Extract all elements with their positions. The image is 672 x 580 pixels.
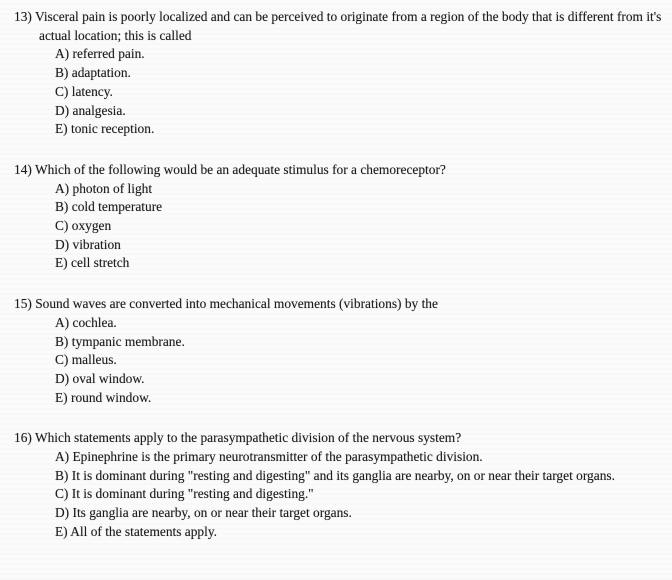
option-item bbox=[55, 83, 662, 102]
option-letter: B) bbox=[55, 467, 69, 483]
option-letter: D) bbox=[55, 370, 70, 386]
question-text: Visceral pain is poorly localized and can be perceived to originate from a region of the body that is different from it's actual location; this is called bbox=[34, 9, 662, 43]
option-item bbox=[55, 64, 662, 83]
option-text: referred pain. bbox=[72, 46, 145, 62]
question-text: Sound waves are converted into mechanical movements (vibrations) by the bbox=[35, 296, 438, 312]
option-letter: B) bbox=[55, 333, 69, 349]
option-item bbox=[55, 333, 662, 352]
options-list bbox=[14, 180, 662, 274]
option-letter: E) bbox=[55, 389, 68, 405]
question-text: Which statements apply to the parasympathetic division of the nervous system? bbox=[34, 430, 462, 446]
option-text: Its ganglia are nearby, on or near their target organs. bbox=[72, 505, 352, 521]
option-letter: A) bbox=[55, 449, 70, 465]
option-letter: C) bbox=[55, 486, 69, 502]
option-item bbox=[55, 467, 662, 486]
question-line bbox=[14, 161, 662, 180]
option-item bbox=[55, 448, 662, 467]
option-letter: E) bbox=[55, 255, 68, 271]
option-text: malleus. bbox=[71, 352, 117, 368]
option-text: round window. bbox=[71, 389, 152, 405]
option-letter: C) bbox=[55, 218, 69, 234]
option-text: oval window. bbox=[72, 370, 145, 386]
option-text: tonic reception. bbox=[71, 121, 155, 137]
option-letter: C) bbox=[55, 83, 69, 99]
option-text: latency. bbox=[71, 83, 113, 99]
option-item bbox=[55, 485, 662, 504]
question-block bbox=[14, 161, 662, 273]
option-item bbox=[55, 504, 662, 523]
option-letter: C) bbox=[55, 352, 69, 368]
option-item bbox=[55, 351, 662, 370]
question-number: 16) bbox=[14, 430, 32, 446]
question-line bbox=[14, 8, 662, 45]
option-text: vibration bbox=[72, 236, 121, 252]
question-block bbox=[14, 429, 662, 541]
option-letter: A) bbox=[55, 46, 70, 62]
option-text: adaptation. bbox=[71, 65, 131, 81]
option-item bbox=[55, 45, 662, 64]
option-letter: D) bbox=[55, 505, 70, 521]
option-letter: E) bbox=[55, 523, 68, 539]
option-letter: D) bbox=[55, 102, 70, 118]
option-text: cell stretch bbox=[71, 255, 130, 271]
option-item bbox=[55, 314, 662, 333]
question-line bbox=[14, 295, 662, 314]
option-text: tympanic membrane. bbox=[71, 333, 185, 349]
options-list bbox=[14, 448, 662, 542]
questions-container bbox=[14, 8, 662, 542]
option-text: All of the statements apply. bbox=[70, 523, 218, 539]
option-text: It is dominant during "resting and digesting" and its ganglia are nearby, on or near their target organs. bbox=[71, 467, 615, 483]
option-text: It is dominant during "resting and digesting." bbox=[71, 486, 314, 502]
option-item bbox=[55, 102, 662, 121]
question-block bbox=[14, 295, 662, 407]
option-text: oxygen bbox=[71, 218, 112, 234]
question-number: 13) bbox=[14, 9, 32, 24]
question-block bbox=[14, 8, 662, 139]
option-letter: B) bbox=[55, 65, 69, 81]
options-list bbox=[14, 314, 662, 408]
option-item bbox=[55, 198, 662, 217]
option-item bbox=[55, 236, 662, 255]
option-text: cochlea. bbox=[72, 314, 117, 330]
option-letter: A) bbox=[55, 180, 70, 196]
option-item bbox=[55, 217, 662, 236]
option-text: Epinephrine is the primary neurotransmitter of the parasympathetic division. bbox=[72, 449, 483, 465]
option-item bbox=[55, 180, 662, 199]
option-letter: D) bbox=[55, 236, 70, 252]
option-item bbox=[55, 370, 662, 389]
option-item bbox=[55, 523, 662, 542]
question-number: 15) bbox=[14, 296, 32, 312]
question-text: Which of the following would be an adequate stimulus for a chemoreceptor? bbox=[34, 161, 446, 177]
option-item bbox=[55, 389, 662, 408]
option-letter: A) bbox=[55, 314, 70, 330]
option-text: analgesia. bbox=[72, 102, 126, 118]
option-text: cold temperature bbox=[71, 199, 163, 215]
option-item bbox=[55, 254, 662, 273]
option-letter: E) bbox=[55, 121, 68, 137]
option-item bbox=[55, 120, 662, 139]
question-line bbox=[14, 429, 662, 448]
option-text: photon of light bbox=[72, 180, 153, 196]
question-number: 14) bbox=[14, 161, 32, 177]
options-list bbox=[14, 45, 662, 139]
option-letter: B) bbox=[55, 199, 69, 215]
